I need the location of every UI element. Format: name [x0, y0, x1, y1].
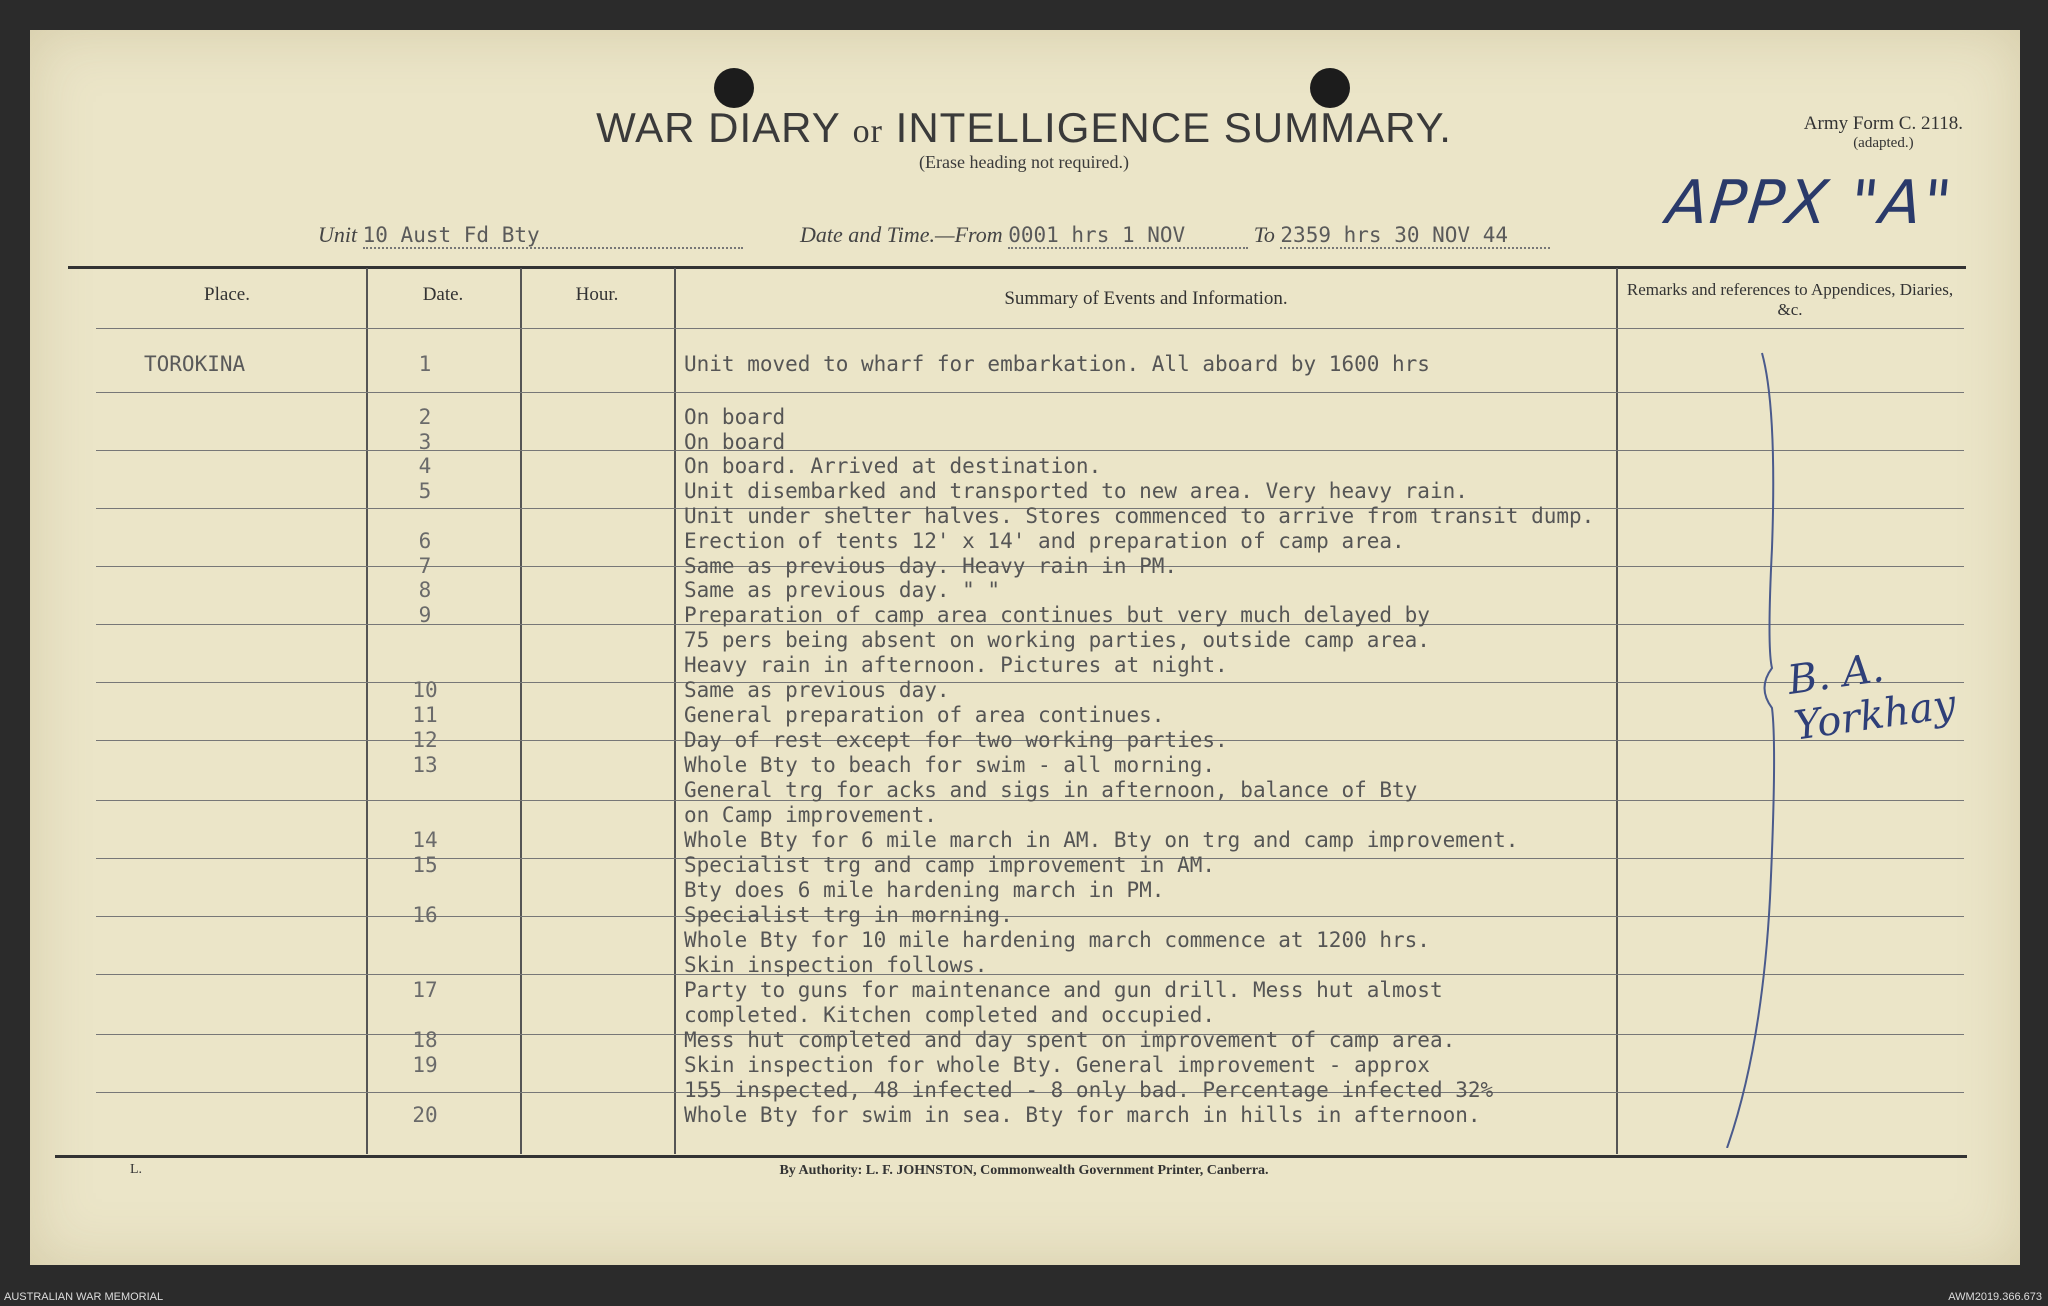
entry-text: Whole Bty for 10 mile hardening march commence at 1200 hrs. [684, 928, 1430, 952]
entry-text: Whole Bty for swim in sea. Bty for march in hills in afternoon. [684, 1103, 1481, 1127]
entry-date: 15 [412, 853, 438, 877]
page-subtitle: (Erase heading not required.) [919, 152, 1129, 172]
entry-text: 75 pers being absent on working parties, outside camp area. [684, 628, 1430, 652]
row-rule [96, 392, 1964, 393]
footer-code: L. [130, 1162, 143, 1177]
entry-text: on Camp improvement. [684, 803, 937, 827]
entry-date: 4 [418, 454, 432, 478]
column-header-place: Place. [204, 284, 250, 305]
entry-text: Day of rest except for two working parties. [684, 728, 1228, 752]
punch-hole [1310, 68, 1350, 108]
place-value: TOROKINA [144, 352, 246, 376]
entry-text: Party to guns for maintenance and gun drill. Mess hut almost [684, 978, 1443, 1002]
entry-text: General trg for acks and sigs in afternoon, balance of Bty [684, 778, 1418, 802]
entry-text: On board [684, 430, 786, 454]
entry-text: Same as previous day. [684, 678, 950, 702]
date-from: 0001 hrs 1 NOV [1008, 223, 1248, 249]
credit-bar [0, 1290, 2048, 1306]
entry-text: 155 inspected, 48 infected - 8 only bad. Percentage infected 32% [684, 1078, 1494, 1102]
entry-date: 10 [412, 678, 438, 702]
unit-field: Unit 10 Aust Fd Bty [318, 222, 743, 249]
entry-text: On board. Arrived at destination. [684, 454, 1102, 478]
entry-date: 11 [412, 703, 438, 727]
entry-text: Unit under shelter halves. Stores commenced to arrive from transit dump. [684, 504, 1595, 528]
entry-date: 3 [418, 430, 432, 454]
entry-text: General preparation of area continues. [684, 703, 1165, 727]
column-header-remarks: Remarks and references to Appendices, Diaries, &c. [1626, 280, 1954, 320]
form-number: Army Form C. 2118. (adapted.) [1803, 113, 1963, 151]
header-rule [96, 328, 1964, 329]
entry-text: Skin inspection for whole Bty. General improvement - approx [684, 1053, 1430, 1077]
entry-text: Mess hut completed and day spent on improvement of camp area. [684, 1028, 1456, 1052]
entry-text: Unit moved to wharf for embarkation. All aboard by 1600 hrs [684, 352, 1430, 376]
entry-date: 1 [418, 352, 432, 376]
entry-date: 17 [412, 978, 438, 1002]
entry-date: 14 [412, 828, 438, 852]
entry-date: 6 [418, 529, 432, 553]
page-title: WAR DIARY or INTELLIGENCE SUMMARY. [596, 104, 1452, 151]
printer-imprint: By Authority: L. F. JOHNSTON, Commonwealth Government Printer, Canberra. [779, 1163, 1269, 1178]
entry-text: Specialist trg in morning. [684, 903, 1013, 927]
entry-date: 19 [412, 1053, 438, 1077]
remarks-brace [1722, 348, 1782, 1148]
column-header-summary: Summary of Events and Information. [1004, 288, 1288, 309]
entry-text: Bty does 6 mile hardening march in PM. [684, 878, 1165, 902]
entry-date: 13 [412, 753, 438, 777]
entry-text: Specialist trg and camp improvement in AM. [684, 853, 1216, 877]
entry-date: 5 [418, 479, 432, 503]
credit-left: AUSTRALIAN WAR MEMORIAL [4, 1291, 164, 1303]
table-top-rule [68, 266, 1966, 269]
entry-date: 18 [412, 1028, 438, 1052]
entry-text: Heavy rain in afternoon. Pictures at night. [684, 653, 1228, 677]
entry-text: On board [684, 405, 786, 429]
entry-date: 16 [412, 903, 438, 927]
entry-text: Unit disembarked and transported to new area. Very heavy rain. [684, 479, 1468, 503]
punch-hole [714, 68, 754, 108]
entry-text: Whole Bty to beach for swim - all morning. [684, 753, 1216, 777]
entry-text: Preparation of camp area continues but very much delayed by [684, 603, 1430, 627]
date-to: 2359 hrs 30 NOV 44 [1280, 223, 1550, 249]
signature: B. A. Yorkhay [1784, 644, 1959, 750]
column-header-date: Date. [422, 284, 464, 305]
date-range: Date and Time.—From 0001 hrs 1 NOV To 2359 hrs 30 NOV 44 [800, 222, 1550, 249]
entry-text: Same as previous day. Heavy rain in PM. [684, 554, 1178, 578]
entry-date: 20 [412, 1103, 438, 1127]
entry-date: 2 [418, 405, 432, 429]
unit-value: 10 Aust Fd Bty [363, 223, 743, 249]
entry-date: 12 [412, 728, 438, 752]
entry-text: completed. Kitchen completed and occupied. [684, 1003, 1216, 1027]
column-header-hour: Hour. [575, 284, 619, 305]
entry-text: Same as previous day. " " [684, 578, 1001, 602]
entry-text: Erection of tents 12' x 14' and preparation of camp area. [684, 529, 1405, 553]
entry-date: 9 [418, 603, 432, 627]
table-bottom-rule [55, 1155, 1967, 1158]
credit-right: AWM2019.366.673 [1948, 1291, 2042, 1303]
entry-text: Whole Bty for 6 mile march in AM. Bty on trg and camp improvement. [684, 828, 1519, 852]
entry-date: 8 [418, 578, 432, 602]
entry-date: 7 [418, 554, 432, 578]
appendix-label: APPX "A" [1663, 168, 1957, 238]
entry-text: Skin inspection follows. [684, 953, 988, 977]
